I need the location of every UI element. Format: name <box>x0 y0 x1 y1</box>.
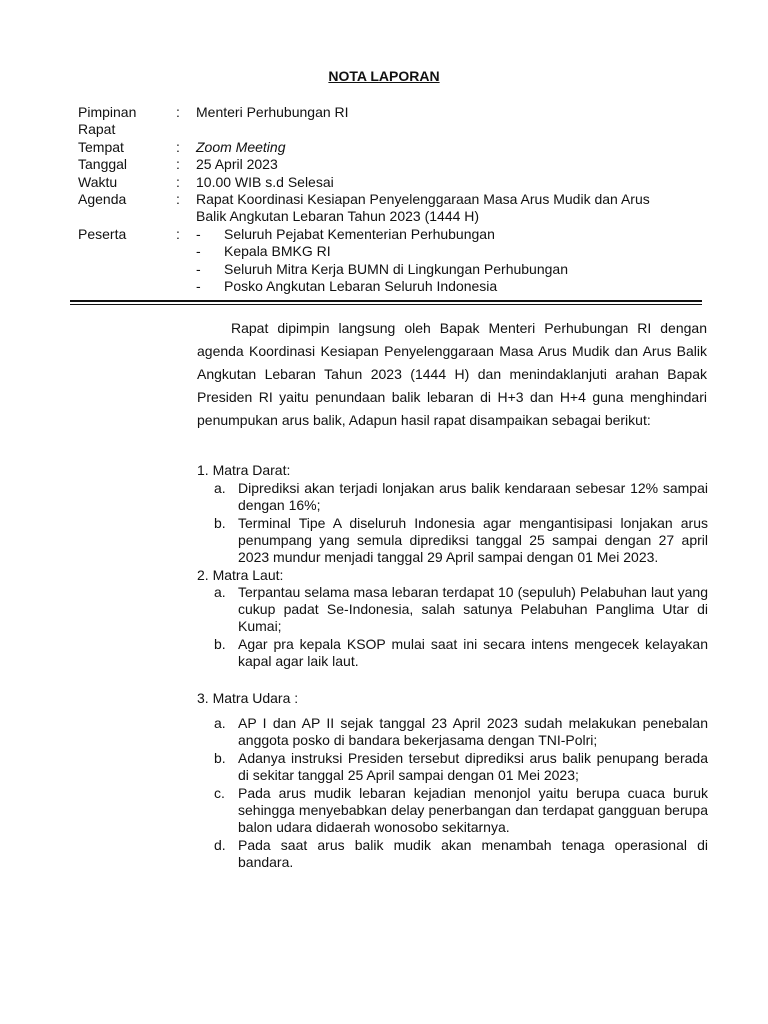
peserta-dash: - <box>196 243 201 259</box>
list-item-letter: b. <box>214 515 226 531</box>
agenda-line-2: Balik Angkutan Lebaran Tahun 2023 (1444 H) <box>196 208 480 224</box>
peserta-item: Seluruh Mitra Kerja BUMN di Lingkungan Perhubungan <box>224 261 568 277</box>
meta-colon: : <box>176 191 180 207</box>
meta-colon: : <box>176 156 180 172</box>
meta-label-pimpinan-line1: Pimpinan <box>78 104 137 120</box>
section-matra-laut <box>197 567 717 677</box>
meta-value-tempat: Zoom Meeting <box>196 139 286 155</box>
meta-label-waktu: Waktu <box>78 174 118 190</box>
peserta-dash: - <box>196 226 201 242</box>
section-heading: 2. Matra Laut: <box>197 567 284 583</box>
list-item-text: Agar pra kepala KSOP mulai saat ini secara intens mengecek kelayakan kapal agar laik laut. <box>238 636 708 669</box>
section-matra-udara <box>197 690 717 880</box>
meta-value-agenda <box>196 191 706 225</box>
list-item-letter: c. <box>214 785 225 801</box>
peserta-item: Posko Angkutan Lebaran Seluruh Indonesia <box>224 278 498 294</box>
agenda-line-1: Rapat Koordinasi Kesiapan Penyelenggaraan Masa Arus Mudik dan Arus <box>196 191 650 207</box>
list-item-letter: a. <box>214 584 226 600</box>
list-item-letter: d. <box>214 837 226 853</box>
list-item-text: Diprediksi akan terjadi lonjakan arus balik kendaraan sebesar 12% sampai dengan 16%; <box>238 480 708 513</box>
intro-text: Rapat dipimpin langsung oleh Bapak Menteri Perhubungan RI dengan agenda Koordinasi Kesiapan Penyelenggaraan Masa Arus Mudik dan Arus Balik Angkutan Lebaran Tahun 2023 (1444 H) dan menindaklanjuti arahan Bapak Presiden RI yaitu penundaan balik lebaran di H+3 dan H+4 guna menghindari penumpukan arus balik, Adapun hasil rapat disampaikan sebagai berikut: <box>197 320 707 428</box>
list-item-text: AP I dan AP II sejak tanggal 23 April 2023 sudah melakukan penebalan anggota posko di bandara bekerjasama dengan TNI-Polri; <box>238 715 708 748</box>
peserta-dash: - <box>196 278 201 294</box>
list-item-text: Pada saat arus balik mudik akan menambah tenaga operasional di bandara. <box>238 837 708 870</box>
meta-label-pimpinan-line2: Rapat <box>78 121 116 137</box>
header-divider-thin <box>70 304 702 305</box>
peserta-item: Seluruh Pejabat Kementerian Perhubungan <box>224 226 495 242</box>
meta-value-pimpinan: Menteri Perhubungan RI <box>196 104 349 120</box>
meta-colon: : <box>176 174 180 190</box>
meta-label-peserta: Peserta <box>78 226 127 242</box>
intro-paragraph <box>197 317 707 432</box>
section-matra-darat <box>197 462 717 572</box>
list-item-text: Terminal Tipe A diseluruh Indonesia agar mengantisipasi lonjakan arus penumpang yang semula diprediksi tanggal 25 sampai dengan 27 april 2023 mundur menjadi tanggal 29 April sampai dengan 01 Mei 2023. <box>238 515 708 565</box>
meta-label-tempat: Tempat <box>78 139 124 155</box>
peserta-item: Kepala BMKG RI <box>224 243 331 259</box>
meta-value-waktu: 10.00 WIB s.d Selesai <box>196 174 334 190</box>
meta-colon: : <box>176 139 180 155</box>
list-item-letter: b. <box>214 750 226 766</box>
list-item-letter: b. <box>214 636 226 652</box>
list-item-letter: a. <box>214 480 226 496</box>
meta-pimpinan <box>78 104 698 138</box>
meta-colon: : <box>176 226 180 242</box>
peserta-dash: - <box>196 261 201 277</box>
meta-label-agenda: Agenda <box>78 191 127 207</box>
meta-label-tanggal: Tanggal <box>78 156 128 172</box>
list-item-text: Pada arus mudik lebaran kejadian menonjol yaitu berupa cuaca buruk sehingga menyebabkan delay penerbangan dan terdapat gangguan berupa balon udara didaerah wonosobo sekitarnya. <box>238 785 708 835</box>
section-heading: 3. Matra Udara : <box>197 690 299 706</box>
meta-agenda <box>78 191 698 225</box>
meta-value-tanggal: 25 April 2023 <box>196 156 278 172</box>
section-heading: 1. Matra Darat: <box>197 462 291 478</box>
document-title: NOTA LAPORAN <box>328 68 440 84</box>
meta-label-pimpinan <box>78 104 168 138</box>
header-divider-thick <box>70 300 702 302</box>
list-item-text: Terpantau selama masa lebaran terdapat 10 (sepuluh) Pelabuhan laut yang cukup padat Se-Indonesia, salah satunya Pelabuhan Panglima Utar di Kumai; <box>238 584 708 634</box>
list-item-text: Adanya instruksi Presiden tersebut diprediksi arus balik penupang berada di sekitar tanggal 25 April sampai dengan 01 Mei 2023; <box>238 750 708 783</box>
meta-colon: : <box>176 104 180 120</box>
meta-peserta <box>78 226 698 298</box>
list-item-letter: a. <box>214 715 226 731</box>
